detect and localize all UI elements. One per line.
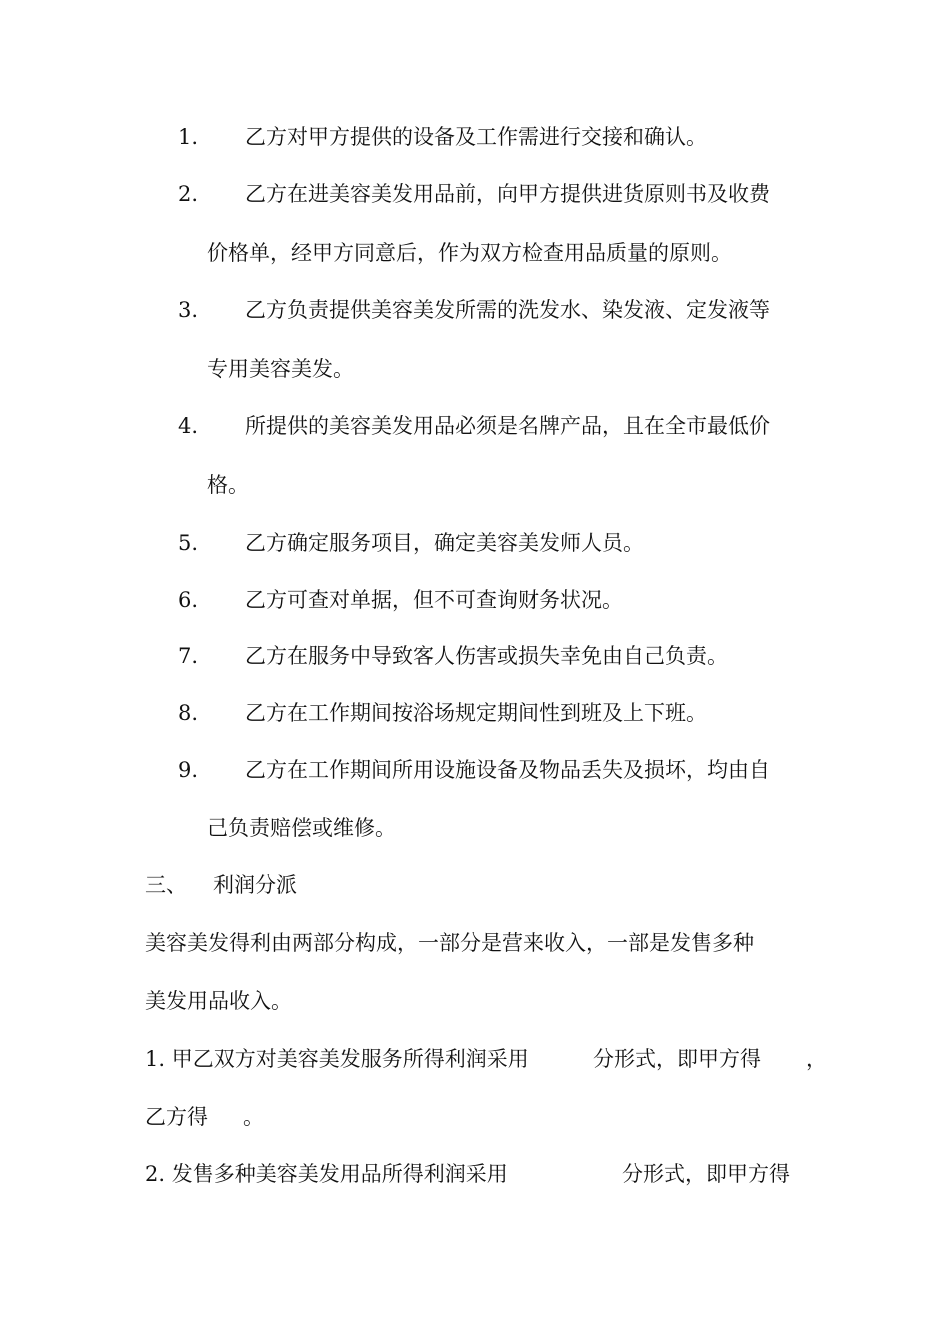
clause-punctuation: 。: [243, 1105, 264, 1129]
item-number: 8.: [178, 701, 199, 725]
item-number: 5.: [178, 531, 199, 555]
item-text: 乙方可查对单据，但不可查询财务状况。: [245, 588, 623, 612]
item-text: 乙方在进美容美发用品前，向甲方提供进货原则书及收费: [245, 182, 770, 206]
item-text: 乙方负责提供美容美发所需的洗发水、染发液、定发液等: [245, 298, 770, 322]
paragraph-line: 美容美发得利由两部分构成，一部分是营来收入，一部是发售多种: [145, 931, 754, 955]
item-number: 2.: [178, 182, 199, 206]
clause-text: 乙方得: [145, 1105, 208, 1129]
clause-text: 2. 发售多种美容美发用品所得利润采用: [145, 1162, 508, 1186]
clause-punctuation: ，: [806, 1047, 827, 1071]
clause-text: 分形式，即甲方得: [593, 1047, 761, 1071]
item-text-continued: 价格单，经甲方同意后，作为双方检查用品质量的原则。: [207, 241, 732, 265]
item-number: 9.: [178, 758, 199, 782]
item-text-continued: 己负责赔偿或维修。: [207, 816, 396, 840]
item-text: 乙方在工作期间按浴场规定期间性到班及上下班。: [245, 701, 707, 725]
clause-text: 1. 甲乙双方对美容美发服务所得利润采用: [145, 1047, 529, 1071]
item-text: 乙方对甲方提供的设备及工作需进行交接和确认。: [245, 125, 707, 149]
item-text: 乙方确定服务项目，确定美容美发师人员。: [245, 531, 644, 555]
section-title: 利润分派: [213, 873, 297, 897]
item-text: 乙方在服务中导致客人伤害或损失幸免由自己负责。: [245, 644, 728, 668]
item-number: 1.: [178, 125, 199, 149]
clause-text: 分形式，即甲方得: [622, 1162, 790, 1186]
item-number: 7.: [178, 644, 199, 668]
item-number: 3.: [178, 298, 199, 322]
paragraph-line: 美发用品收入。: [145, 989, 292, 1013]
item-number: 6.: [178, 588, 199, 612]
item-text-continued: 专用美容美发。: [207, 357, 354, 381]
item-text: 乙方在工作期间所用设施设备及物品丢失及损坏，均由自: [245, 758, 770, 782]
item-text: 所提供的美容美发用品必须是名牌产品，且在全市最低价: [245, 414, 770, 438]
section-number: 三、: [145, 873, 187, 897]
item-number: 4.: [178, 414, 199, 438]
item-text-continued: 格。: [207, 473, 249, 497]
